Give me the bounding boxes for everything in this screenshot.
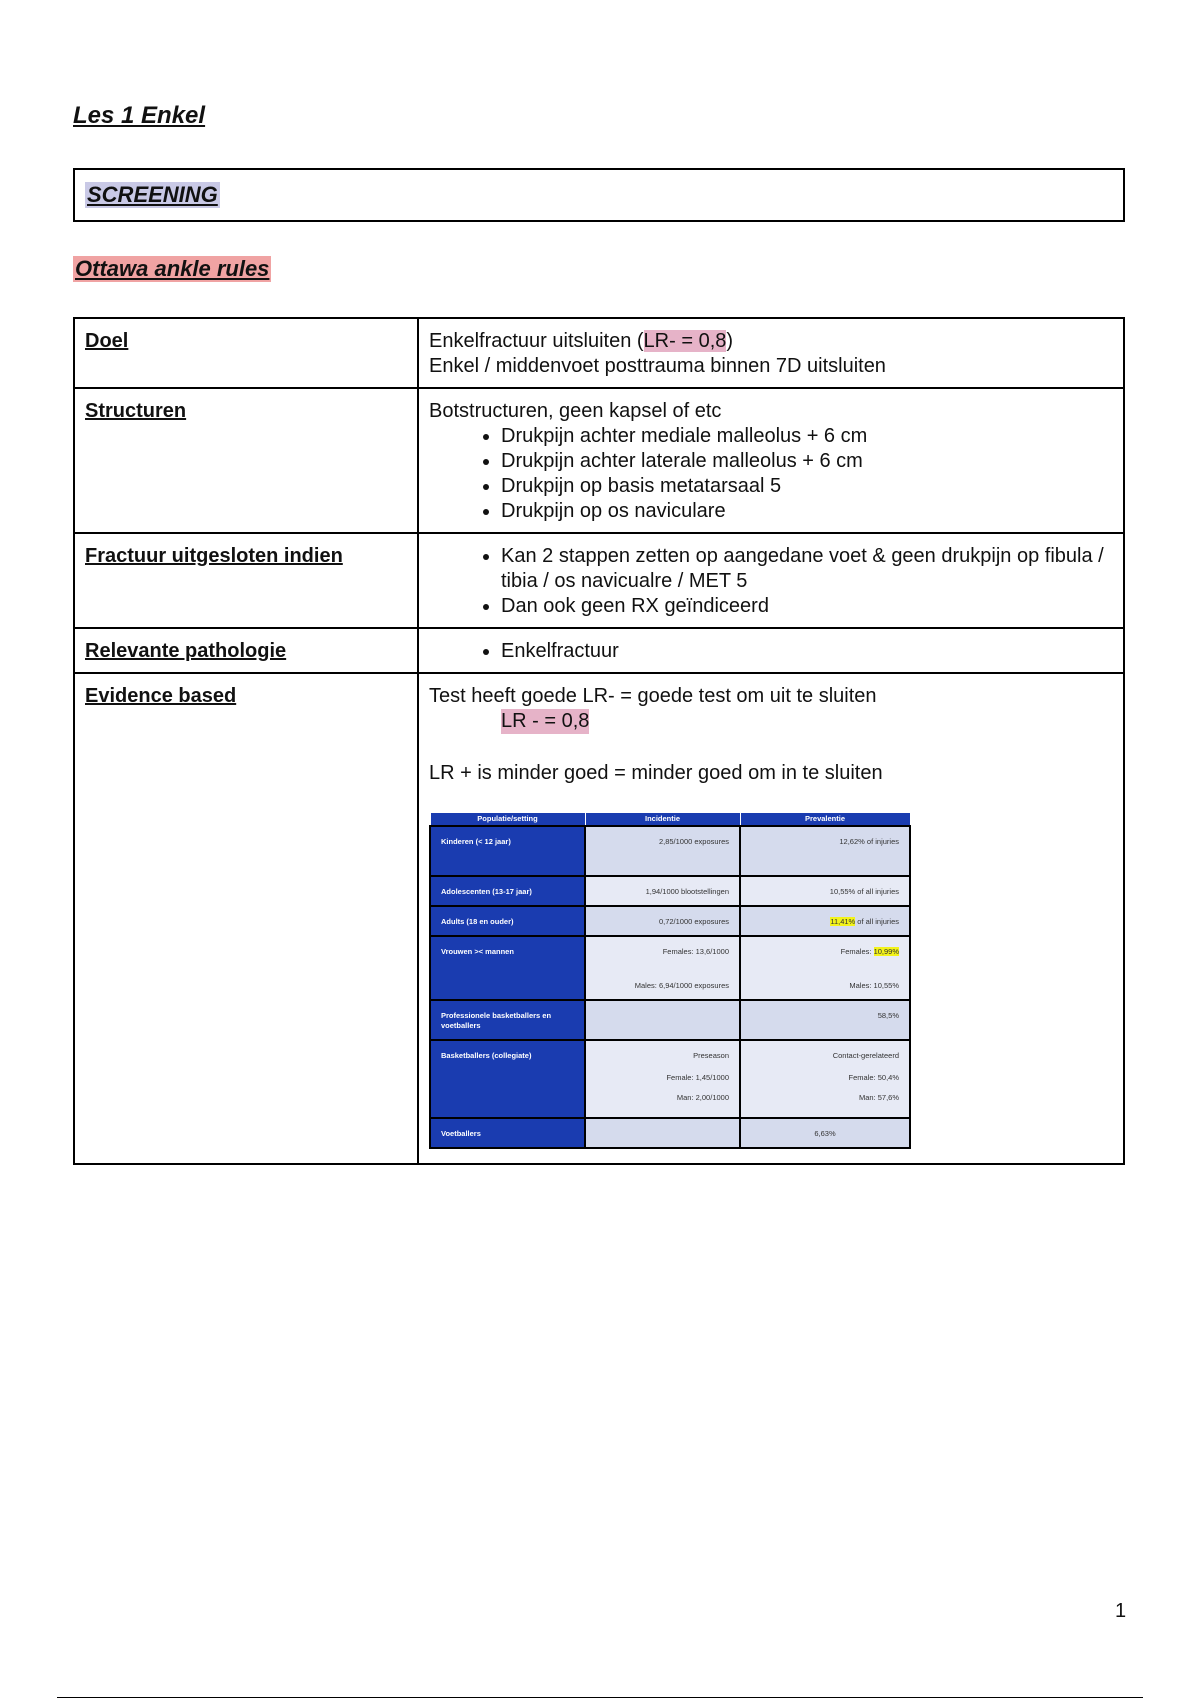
table-row: Basketballers (collegiate) Preseason Female: 1,45/1000 Man: 2,00/1000 Contact-gerelateerd Female: 50,4% Man: 57,6%	[430, 1040, 910, 1118]
page-number: 1	[1115, 1600, 1127, 1622]
list-item: • Drukpijn achter laterale malleolus + 6 cm	[501, 449, 1113, 474]
row-content-structuren	[418, 388, 1124, 533]
table-row-structuren	[74, 388, 1124, 533]
screening-heading: SCREENING	[87, 182, 218, 207]
ottawa-rules-table	[73, 317, 1125, 1165]
table-row: Professionele basketballers en voetballers 58,5%	[430, 1000, 910, 1040]
fractuur-list	[429, 544, 1113, 619]
table-row-doel	[74, 318, 1124, 388]
lr-highlight: LR- = 0,8	[643, 330, 727, 352]
table-row: Voetballers 6,63%	[430, 1118, 910, 1148]
doel-line-2: Enkel / middenvoet posttrauma binnen 7D uitsluiten	[429, 355, 886, 377]
doel-line-1: Enkelfractuur uitsluiten (LR- = 0,8)	[429, 330, 734, 352]
column-header: Incidentie	[585, 813, 740, 827]
list-item: LR - = 0,8	[501, 710, 590, 732]
table-row-fractuur	[74, 533, 1124, 628]
table-row-pathologie	[74, 628, 1124, 673]
list-item: • Dan ook geen RX geïndiceerd	[501, 594, 1113, 619]
row-label-structuren: Structuren	[74, 388, 418, 533]
evidence-list	[429, 709, 1113, 734]
table-row-evidence	[74, 673, 1124, 1164]
row-label-fractuur: Fractuur uitgesloten indien	[74, 533, 418, 628]
list-item: • Enkelfractuur	[501, 639, 1113, 664]
structuren-intro: Botstructuren, geen kapsel of etc	[429, 400, 722, 422]
pathologie-list	[429, 639, 1113, 664]
row-label-pathologie: Relevante pathologie	[74, 628, 418, 673]
evidence-line-1: Test heeft goede LR- = goede test om uit te sluiten	[429, 685, 877, 707]
document-title: Les 1 Enkel	[73, 102, 206, 129]
row-content-evidence	[418, 673, 1124, 1164]
section-heading: Ottawa ankle rules	[75, 256, 270, 281]
row-label-evidence: Evidence based	[74, 673, 418, 1164]
list-item: • Drukpijn op os naviculare	[501, 499, 1113, 524]
column-header: Prevalentie	[740, 813, 910, 827]
row-content-fractuur	[418, 533, 1124, 628]
table-row: Adults (18 en ouder) 0,72/1000 exposures 11,41% of all injuries	[430, 906, 910, 936]
table-row: Adolescenten (13-17 jaar) 1,94/1000 blootstellingen 10,55% of all injuries	[430, 876, 910, 906]
list-item: • Drukpijn op basis metatarsaal 5	[501, 474, 1113, 499]
table-row: Vrouwen >< mannen Females: 13,6/1000 Males: 6,94/1000 exposures Females: 10,99% Males: 10,55%	[430, 936, 910, 1000]
list-item: • Drukpijn achter mediale malleolus + 6 cm	[501, 424, 1113, 449]
row-label-doel: Doel	[74, 318, 418, 388]
list-item: • Kan 2 stappen zetten op aangedane voet & geen drukpijn op fibula / tibia / os navicualre / MET 5	[501, 544, 1113, 594]
row-content-pathologie	[418, 628, 1124, 673]
column-header: Populatie/setting	[430, 813, 585, 827]
epidemiology-table	[429, 812, 911, 1149]
screening-heading-box	[73, 168, 1125, 222]
structuren-list	[429, 424, 1113, 524]
table-row: Kinderen (< 12 jaar) 2,85/1000 exposures 12,62% of injuries	[430, 826, 910, 876]
evidence-line-2: LR + is minder goed = minder goed om in te sluiten	[429, 762, 883, 784]
row-content-doel	[418, 318, 1124, 388]
footer-divider	[57, 1697, 1143, 1698]
table-row	[430, 813, 910, 827]
